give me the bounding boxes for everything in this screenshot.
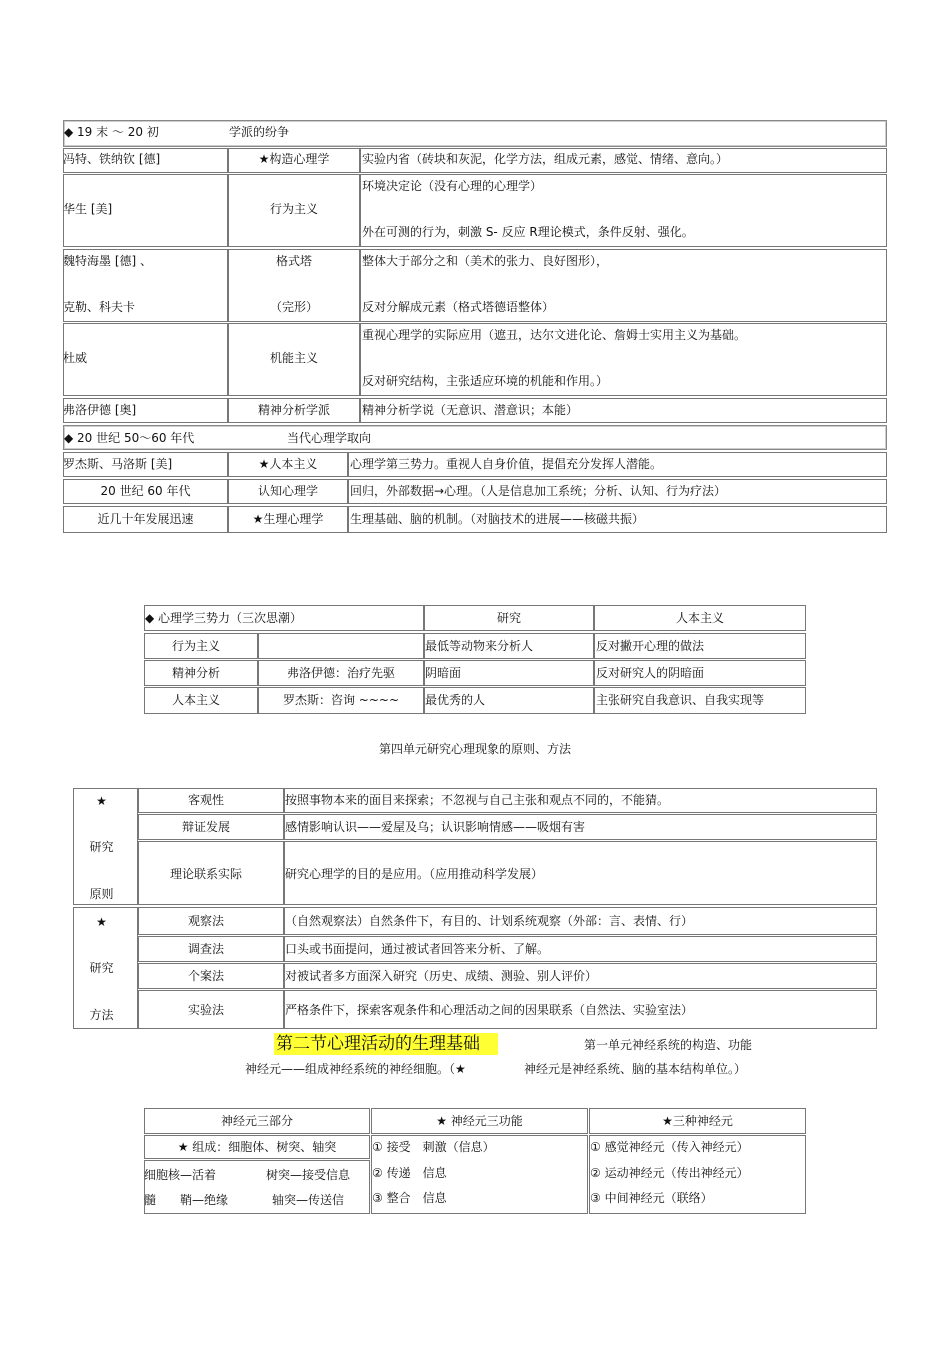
description: 反对研究结构，主张适应环境的机能和作用。） xyxy=(362,374,609,388)
school: 行为主义 xyxy=(269,202,318,216)
description: 回归，外部数据→心理。（人是信息加工系统；分析、认知、行为疗法） xyxy=(350,484,727,498)
force-name: 人本主义 xyxy=(171,693,220,707)
function-item: ① 接受 刺激（信息） xyxy=(372,1140,495,1154)
description: 反对分解成元素（格式塔德语整体） xyxy=(362,300,555,314)
method-name: 实验法 xyxy=(187,1003,224,1017)
table-header: ★三种神经元 xyxy=(662,1114,733,1128)
school: 精神分析学派 xyxy=(257,403,330,417)
person: 冯特、铁纳钦 [德] xyxy=(63,152,161,166)
neuron-definition: 神经元是神经系统、脑的基本结构单位。） xyxy=(524,1062,747,1076)
force-humanism: 反对研究人的阴暗面 xyxy=(596,666,705,680)
description: 环境决定论（没有心理的心理学） xyxy=(362,179,543,193)
school: 格式塔 xyxy=(275,254,312,268)
force-humanism: 主张研究自我意识、自我实现等 xyxy=(596,693,765,707)
force-figure: 罗杰斯：咨询 ~~~~ xyxy=(282,693,400,707)
description: 生理基础、脑的机制。（对脑技术的进展——核磁共振） xyxy=(350,512,645,526)
section-period: ◆ 19 末 ～ 20 初 xyxy=(64,125,159,139)
function-item: ③ 整合 信息 xyxy=(372,1191,447,1205)
description: 实验内省（砖块和灰泥，化学方法，组成元素，感觉、情绪、意向。） xyxy=(362,152,729,166)
description: 精神分析学说（无意识、潜意识；本能） xyxy=(362,403,579,417)
principle-desc: 按照事物本来的面目来探索；不忽视与自己主张和观点不同的，不能猜。 xyxy=(285,793,670,807)
description: 外在可测的行为，刺激 S- 反应 R理论模式，条件反射、强化。 xyxy=(362,225,694,239)
table-header: 人本主义 xyxy=(675,611,724,625)
section-topic: 学派的纷争 xyxy=(229,125,290,139)
method-desc: 口头或书面提问，通过被试者回答来分析、了解。 xyxy=(285,942,550,956)
method-desc: 严格条件下，探索客观条件和心理活动之间的因果联系（自然法、实验室法） xyxy=(285,1003,694,1017)
group-label: 原则 xyxy=(89,887,114,901)
table-header: ◆ 心理学三势力（三次思潮） xyxy=(145,611,303,625)
group-label: 研究 xyxy=(89,961,114,975)
group-label: 方法 xyxy=(89,1008,114,1022)
force-research: 最优秀的人 xyxy=(425,693,486,707)
force-figure: 弗洛伊德：治疗先驱 xyxy=(286,666,395,680)
composition: ★ 组成：细胞体、树突、轴突 xyxy=(177,1140,337,1154)
cell xyxy=(258,633,424,659)
person: 杜威 xyxy=(63,351,88,365)
method-desc: （自然观察法）自然条件下，有目的、计划系统观察（外部：言、表情、行） xyxy=(285,914,694,928)
school: ★人本主义 xyxy=(258,457,318,471)
force-name: 精神分析 xyxy=(171,666,220,680)
section-period: ◆ 20 世纪 50～60 年代 xyxy=(64,431,195,445)
part-item: 髓 鞘—绝缘 xyxy=(144,1193,229,1207)
table-header: 研究 xyxy=(496,611,521,625)
force-humanism: 反对撇开心理的做法 xyxy=(596,639,705,653)
method-name: 个案法 xyxy=(187,969,224,983)
person: 克勒、科夫卡 xyxy=(63,300,136,314)
principle-name: 客观性 xyxy=(187,793,224,807)
star-icon: ★ xyxy=(96,794,107,808)
principle-name: 辩证发展 xyxy=(181,820,230,834)
force-research: 最低等动物来分析人 xyxy=(425,639,534,653)
person: 弗洛伊德 [奥] xyxy=(63,403,137,417)
principle-desc: 感情影响认识——爱屋及乌；认识影响情感——吸烟有害 xyxy=(285,820,586,834)
part-item: 轴突—传送信 xyxy=(272,1193,345,1207)
description: 心理学第三势力。重视人自身价值，提倡充分发挥人潜能。 xyxy=(350,457,663,471)
function-item: ② 传递 信息 xyxy=(372,1166,447,1180)
person: 魏特海墨 [德] 、 xyxy=(63,254,152,268)
unit4-title: 第四单元研究心理现象的原则、方法 xyxy=(378,742,571,756)
principle-name: 理论联系实际 xyxy=(169,867,242,881)
neuron-type: ③ 中间神经元（联络） xyxy=(590,1191,713,1205)
unit-title: 第一单元神经系统的构造、功能 xyxy=(584,1038,753,1052)
group-label: 研究 xyxy=(89,840,114,854)
method-name: 调查法 xyxy=(187,942,224,956)
force-research: 阴暗面 xyxy=(425,666,462,680)
method-name: 观察法 xyxy=(187,914,224,928)
part-item: 细胞核—活着 xyxy=(144,1168,217,1182)
section-title: 第二节心理活动的生理基础 xyxy=(274,1033,498,1055)
description: 重视心理学的实际应用（遮丑，达尔文进化论、詹姆士实用主义为基础。 xyxy=(362,328,747,342)
neuron-type: ② 运动神经元（传出神经元） xyxy=(590,1166,749,1180)
description: 整体大于部分之和（美术的张力、良好图形）， xyxy=(362,254,609,268)
star-icon: ★ xyxy=(96,915,107,929)
part-item: 树突—接受信息 xyxy=(266,1168,351,1182)
method-desc: 对被试者多方面深入研究（历史、成绩、测验、别人评价） xyxy=(285,969,598,983)
school: （完形） xyxy=(269,300,318,314)
section-header-row xyxy=(63,120,887,147)
force-name: 行为主义 xyxy=(171,639,220,653)
cell xyxy=(63,323,228,396)
school: ★生理心理学 xyxy=(252,512,324,526)
principle-desc: 研究心理学的目的是应用。（应用推动科学发展） xyxy=(285,867,544,881)
person: 罗杰斯、马洛斯 [美] xyxy=(63,457,173,471)
section-topic: 当代心理学取向 xyxy=(287,431,372,445)
neuron-type: ① 感觉神经元（传入神经元） xyxy=(590,1140,749,1154)
table-header: ★ 神经元三功能 xyxy=(436,1114,523,1128)
person: 近几十年发展迅速 xyxy=(97,512,194,526)
school: 认知心理学 xyxy=(257,484,318,498)
neuron-definition: 神经元——组成神经系统的神经细胞。（★ xyxy=(245,1062,466,1076)
table-header: 神经元三部分 xyxy=(220,1114,293,1128)
person: 20 世纪 60 年代 xyxy=(100,484,191,498)
school: ★构造心理学 xyxy=(258,152,330,166)
school: 机能主义 xyxy=(269,351,318,365)
person: 华生 [美] xyxy=(63,202,113,216)
